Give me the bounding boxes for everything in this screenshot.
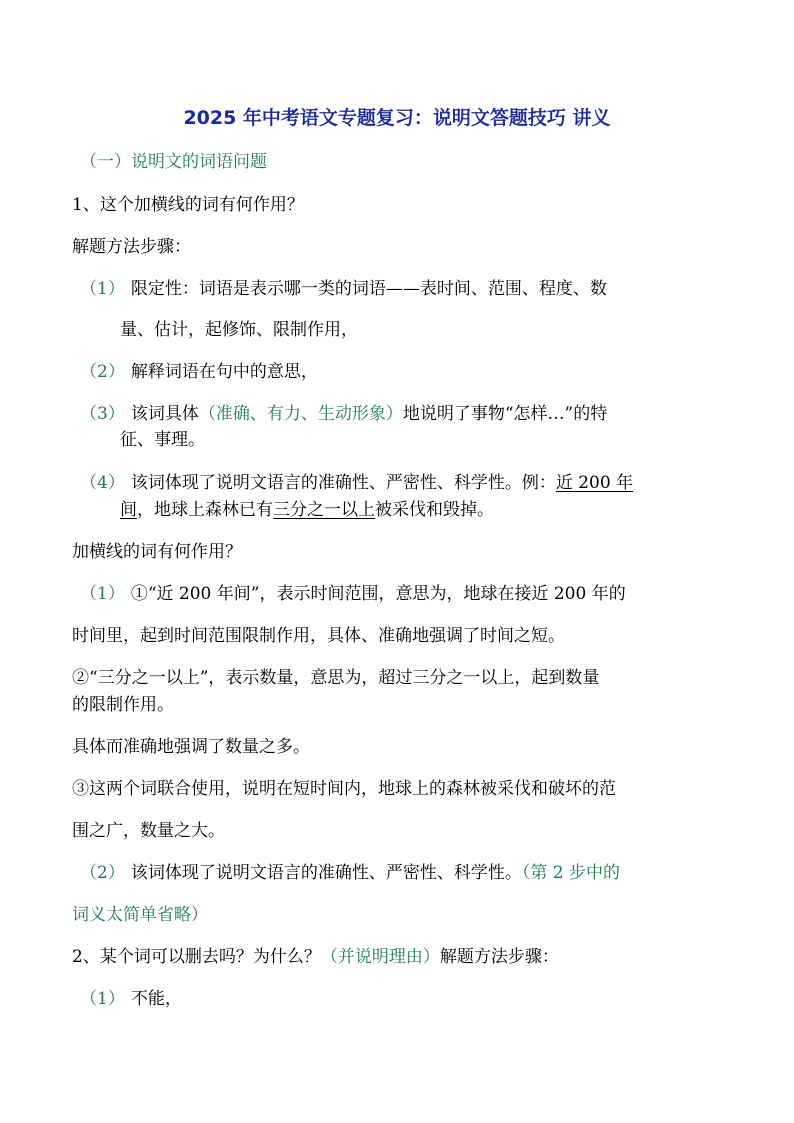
example-a1-text: ①“近 200 年间”，表示时间范围，意思为，地球在接近 200 年的: [130, 584, 626, 604]
example-b-number: （2）: [80, 863, 125, 883]
step-4-line-2: [120, 498, 494, 522]
step-3-line-2: 征、事理。: [120, 430, 205, 450]
page-title: 2025 年中考语文专题复习：说明文答题技巧 讲义: [183, 107, 611, 129]
step-4-mid: ，地球上森林已有: [137, 500, 273, 520]
step-4-number: （4）: [80, 473, 125, 493]
step-1-line-1: [80, 277, 607, 301]
step-2-number: （2）: [80, 362, 125, 382]
question-2-answer-number: （1）: [80, 989, 125, 1009]
step-4-underlined-2: 三分之一以上: [273, 500, 375, 520]
question-1: 1、这个加横线的词有何作用？: [72, 195, 304, 215]
example-a2-line-2: 的限制作用。: [72, 695, 174, 715]
example-a1-number: （1）: [80, 584, 125, 604]
example-a2-line-3: 具体而准确地强调了数量之多。: [72, 737, 310, 757]
example-a2-line-1: ②“三分之一以上”，表示数量，意思为，超过三分之一以上，起到数量: [72, 668, 600, 688]
example-a3-line-1: ③这两个词联合使用，说明在短时间内，地球上的森林被采伐和破坏的范: [72, 779, 616, 799]
step-4-line-1: [80, 471, 633, 495]
example-b-green-note: （第 2 步中的: [521, 863, 620, 883]
step-3-green-note: （准确、有力、生动形象）: [198, 404, 403, 424]
question-2-post: 解题方法步骤：: [439, 947, 559, 967]
question-2-answer-1: [80, 987, 182, 1011]
step-1-text: 限定性：词语是表示哪一类的词语——表时间、范围、程度、数: [130, 279, 607, 299]
step-4-pre: 该词体现了说明文语言的准确性、严密性、科学性。例：: [130, 473, 556, 493]
example-b-line-1: [80, 861, 620, 885]
step-1-line-2: 量、估计，起修饰、限制作用，: [120, 320, 358, 340]
example-b-text: 该词体现了说明文语言的准确性、严密性、科学性。: [130, 863, 522, 883]
example-a3-line-2: 围之广，数量之大。: [72, 821, 225, 841]
step-2-text: 解释词语在句中的意思，: [130, 362, 318, 382]
step-3-pre: 该词具体: [130, 404, 199, 424]
section-heading: （一）说明文的词语问题: [80, 152, 267, 172]
example-b-line-2: 词义太简单省略）: [72, 905, 208, 925]
question-2-answer-text: 不能，: [130, 989, 182, 1009]
step-3-post: 地说明了事物“怎样…”的特: [402, 404, 608, 424]
example-a1-line-1: [80, 582, 626, 606]
step-3-line-1: [80, 402, 607, 426]
step-4-post: 被采伐和毁掉。: [375, 500, 494, 520]
step-1-number: （1）: [80, 279, 125, 299]
step-4-underlined-1: 近 200 年: [555, 473, 634, 493]
step-3-number: （3）: [80, 404, 125, 424]
step-4-underlined-1b: 间: [120, 500, 137, 520]
question-2: [72, 945, 559, 969]
method-label: 解题方法步骤：: [72, 237, 191, 257]
example-question: 加横线的词有何作用？: [72, 542, 242, 562]
example-a1-line-2: 时间里，起到时间范围限制作用，具体、准确地强调了时间之短。: [72, 626, 565, 646]
step-2-line: [80, 360, 318, 384]
question-2-pre: 2、某个词可以删去吗？为什么？: [72, 947, 321, 967]
question-2-green-note: （并说明理由）: [320, 947, 440, 967]
